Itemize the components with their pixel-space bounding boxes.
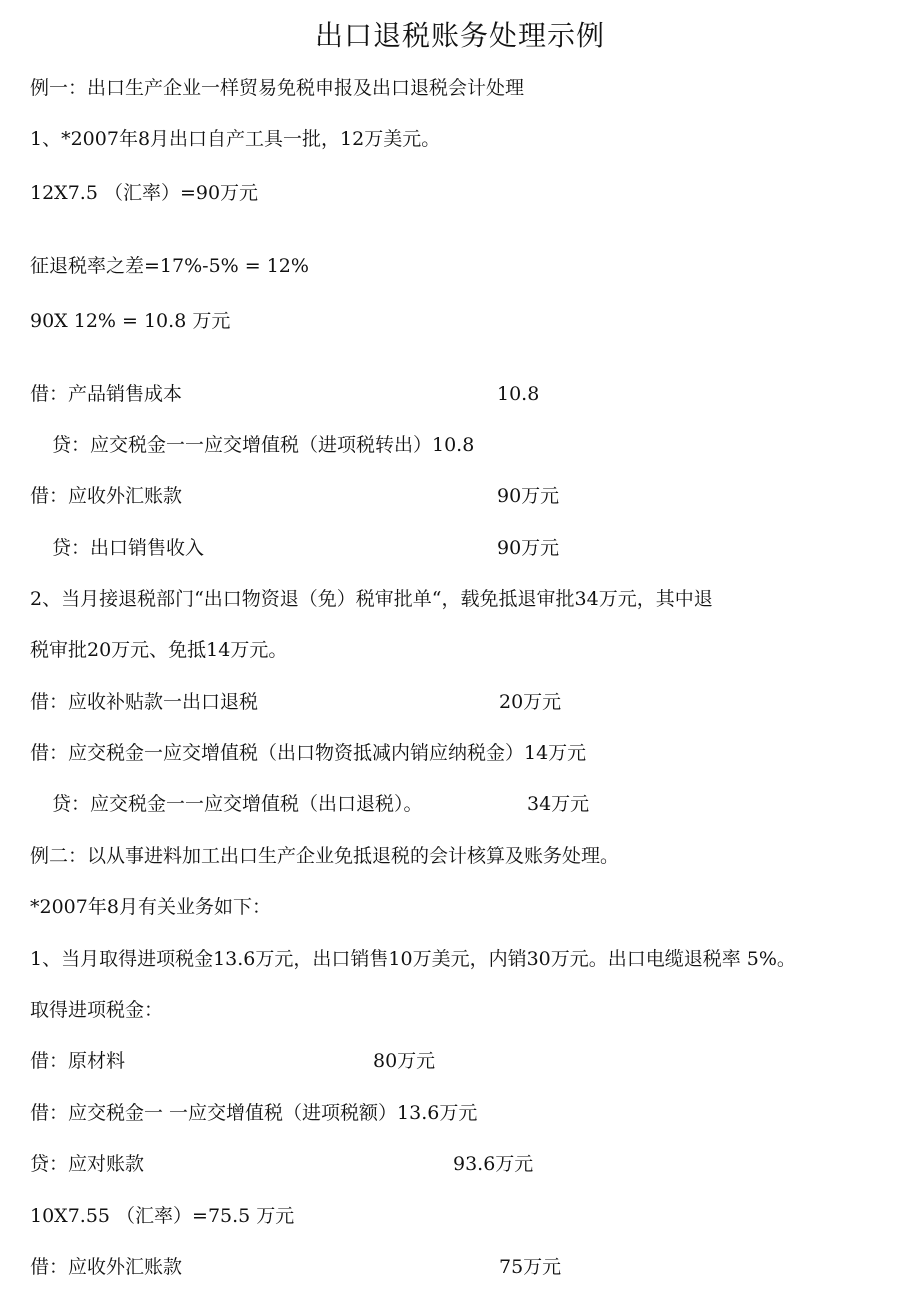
entry-debit-cost-amount: 10.8 bbox=[497, 383, 540, 405]
input-tax-label: 取得进项税金： bbox=[30, 999, 164, 1021]
entry-debit-receivable-amount: 90万元 bbox=[497, 485, 560, 507]
calc-exchange: 12X7.5 （汇率）=90万元 bbox=[30, 182, 259, 204]
item-one-text: 1、*2007年8月出口自产工具一批，12万美元。 bbox=[30, 128, 441, 150]
entry-debit-input-tax: 借：应交税金一 一应交增值税（进项税额）13.6万元 bbox=[30, 1102, 478, 1124]
calc-rate-diff: 征退税率之差=17%-5% = 12% bbox=[30, 255, 309, 277]
entry-credit-payable-amount: 93.6万元 bbox=[453, 1153, 534, 1175]
item-two-text-cont: 税审批20万元、免抵14万元。 bbox=[30, 639, 288, 661]
example-one-heading: 例一：出口生产企业一样贸易免税申报及出口退税会计处理 bbox=[30, 77, 525, 99]
entry-debit-receivable-two: 借：应收外汇账款 bbox=[30, 1256, 183, 1278]
entry-debit-tax-offset: 借：应交税金一应交增值税（出口物资抵减内销应纳税金）14万元 bbox=[30, 742, 587, 764]
entry-credit-refund: 贷：应交税金一一应交增值税（出口退税）。 bbox=[52, 793, 423, 815]
entry-credit-refund-amount: 34万元 bbox=[527, 793, 590, 815]
entry-credit-transfer: 贷：应交税金一一应交增值税（进项税转出）10.8 bbox=[52, 434, 475, 456]
entry-debit-cost: 借：产品销售成本 bbox=[30, 383, 183, 405]
entry-debit-materials: 借：原材料 bbox=[30, 1050, 126, 1072]
entry-debit-receivable-two-amount: 75万元 bbox=[499, 1256, 562, 1278]
item-two-text: 2、当月接退税部门“出口物资退（免）税审批单“，载免抵退审批34万元，其中退 bbox=[30, 588, 713, 610]
entry-debit-subsidy: 借：应收补贴款一出口退税 bbox=[30, 691, 259, 713]
example-two-heading: 例二：以从事进料加工出口生产企业免抵退税的会计核算及账务处理。 bbox=[30, 845, 620, 867]
calc-exchange-two: 10X7.55 （汇率）=75.5 万元 bbox=[30, 1205, 295, 1227]
document-title: 出口退税账务处理示例 bbox=[314, 19, 605, 52]
calc-result: 90X 12% = 10.8 万元 bbox=[30, 310, 231, 332]
example-two-item-one: 1、当月取得进项税金13.6万元，出口销售10万美元，内销30万元。出口电缆退税率 5%。 bbox=[30, 948, 796, 970]
entry-debit-materials-amount: 80万元 bbox=[373, 1050, 436, 1072]
example-two-intro: *2007年8月有关业务如下： bbox=[30, 896, 271, 918]
entry-debit-subsidy-amount: 20万元 bbox=[499, 691, 562, 713]
entry-credit-payable: 贷：应对账款 bbox=[30, 1153, 145, 1175]
entry-credit-sales-amount: 90万元 bbox=[497, 537, 560, 559]
entry-debit-receivable: 借：应收外汇账款 bbox=[30, 485, 183, 507]
entry-credit-sales: 贷：出口销售收入 bbox=[52, 537, 205, 559]
